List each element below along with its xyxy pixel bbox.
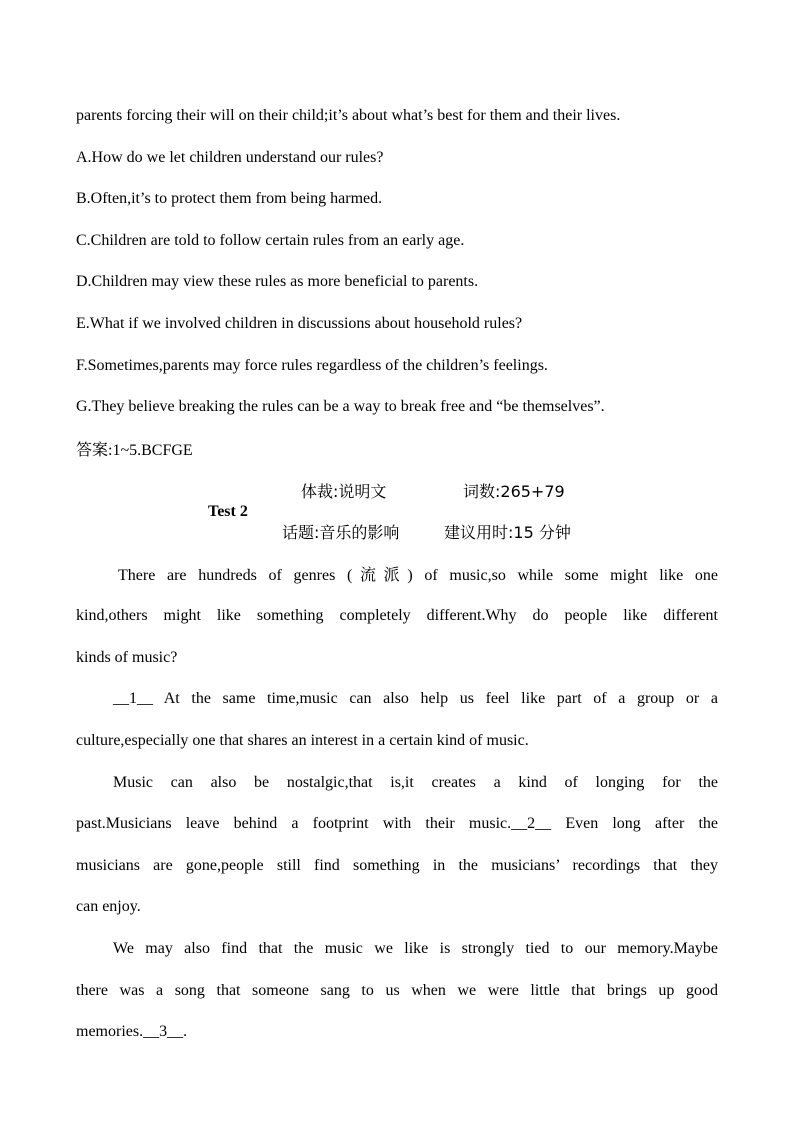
paragraph-4-line-1: We may also find that the music we like is strongly tied to our memory.Maybe xyxy=(113,940,718,957)
intro-tail-line: parents forcing their will on their child;it’s about what’s best for them and their lives. xyxy=(76,107,621,124)
test-title: Test 2 xyxy=(208,503,248,520)
blank-3[interactable]: __3__ xyxy=(143,1023,184,1040)
option-a: A.How do we let children understand our rules? xyxy=(76,149,384,166)
time-label: 建议用时:15 分钟 xyxy=(444,523,571,542)
answer-line xyxy=(76,440,193,461)
genre-label: 体裁:说明文 xyxy=(301,482,387,501)
option-g: G.They believe breaking the rules can be a way to break free and “be themselves”. xyxy=(76,398,605,415)
answer-label: 答案 xyxy=(76,440,109,459)
option-b: B.Often,it’s to protect them from being harmed. xyxy=(76,190,383,207)
paragraph-2-line-2: culture,especially one that shares an interest in a certain kind of music. xyxy=(76,732,529,749)
topic-label: 话题:音乐的影响 xyxy=(282,523,400,542)
paragraph-4-line-3: memories.__3__. xyxy=(76,1023,188,1040)
blank-2[interactable]: __2__ xyxy=(511,815,552,832)
option-c: C.Children are told to follow certain rules from an early age. xyxy=(76,232,465,249)
paragraph-3-line-1: Music can also be nostalgic,that is,it creates a kind of longing for the xyxy=(113,774,718,791)
word-count-label: 词数:265+79 xyxy=(463,482,565,501)
paragraph-1-line-3: kinds of music? xyxy=(76,649,178,666)
blank-1[interactable]: __1__ xyxy=(113,690,153,707)
paragraph-1-line-2: kind,others might like something completely different.Why do people like different xyxy=(76,607,718,624)
paragraph-1-line-1: There are hundreds of genres (流派) of music,so while some might like one xyxy=(118,565,718,584)
paragraph-3-line-2: past.Musicians leave behind a footprint with their music.__2__ Even long after the xyxy=(76,815,719,832)
paragraph-3-line-4: can enjoy. xyxy=(76,898,141,915)
paragraph-3-line-3: musicians are gone,people still find something in the musicians’ recordings that they xyxy=(76,857,718,874)
answer-value: :1~5.BCFGE xyxy=(108,442,193,459)
option-e: E.What if we involved children in discussions about household rules? xyxy=(76,315,523,332)
paragraph-4-line-2: there was a song that someone sang to us when we were little that brings up good xyxy=(76,982,718,999)
paragraph-2-line-1: __1__ At the same time,music can also help us feel like part of a group or a xyxy=(113,690,718,707)
option-f: F.Sometimes,parents may force rules regardless of the children’s feelings. xyxy=(76,357,548,374)
option-d: D.Children may view these rules as more beneficial to parents. xyxy=(76,273,479,290)
